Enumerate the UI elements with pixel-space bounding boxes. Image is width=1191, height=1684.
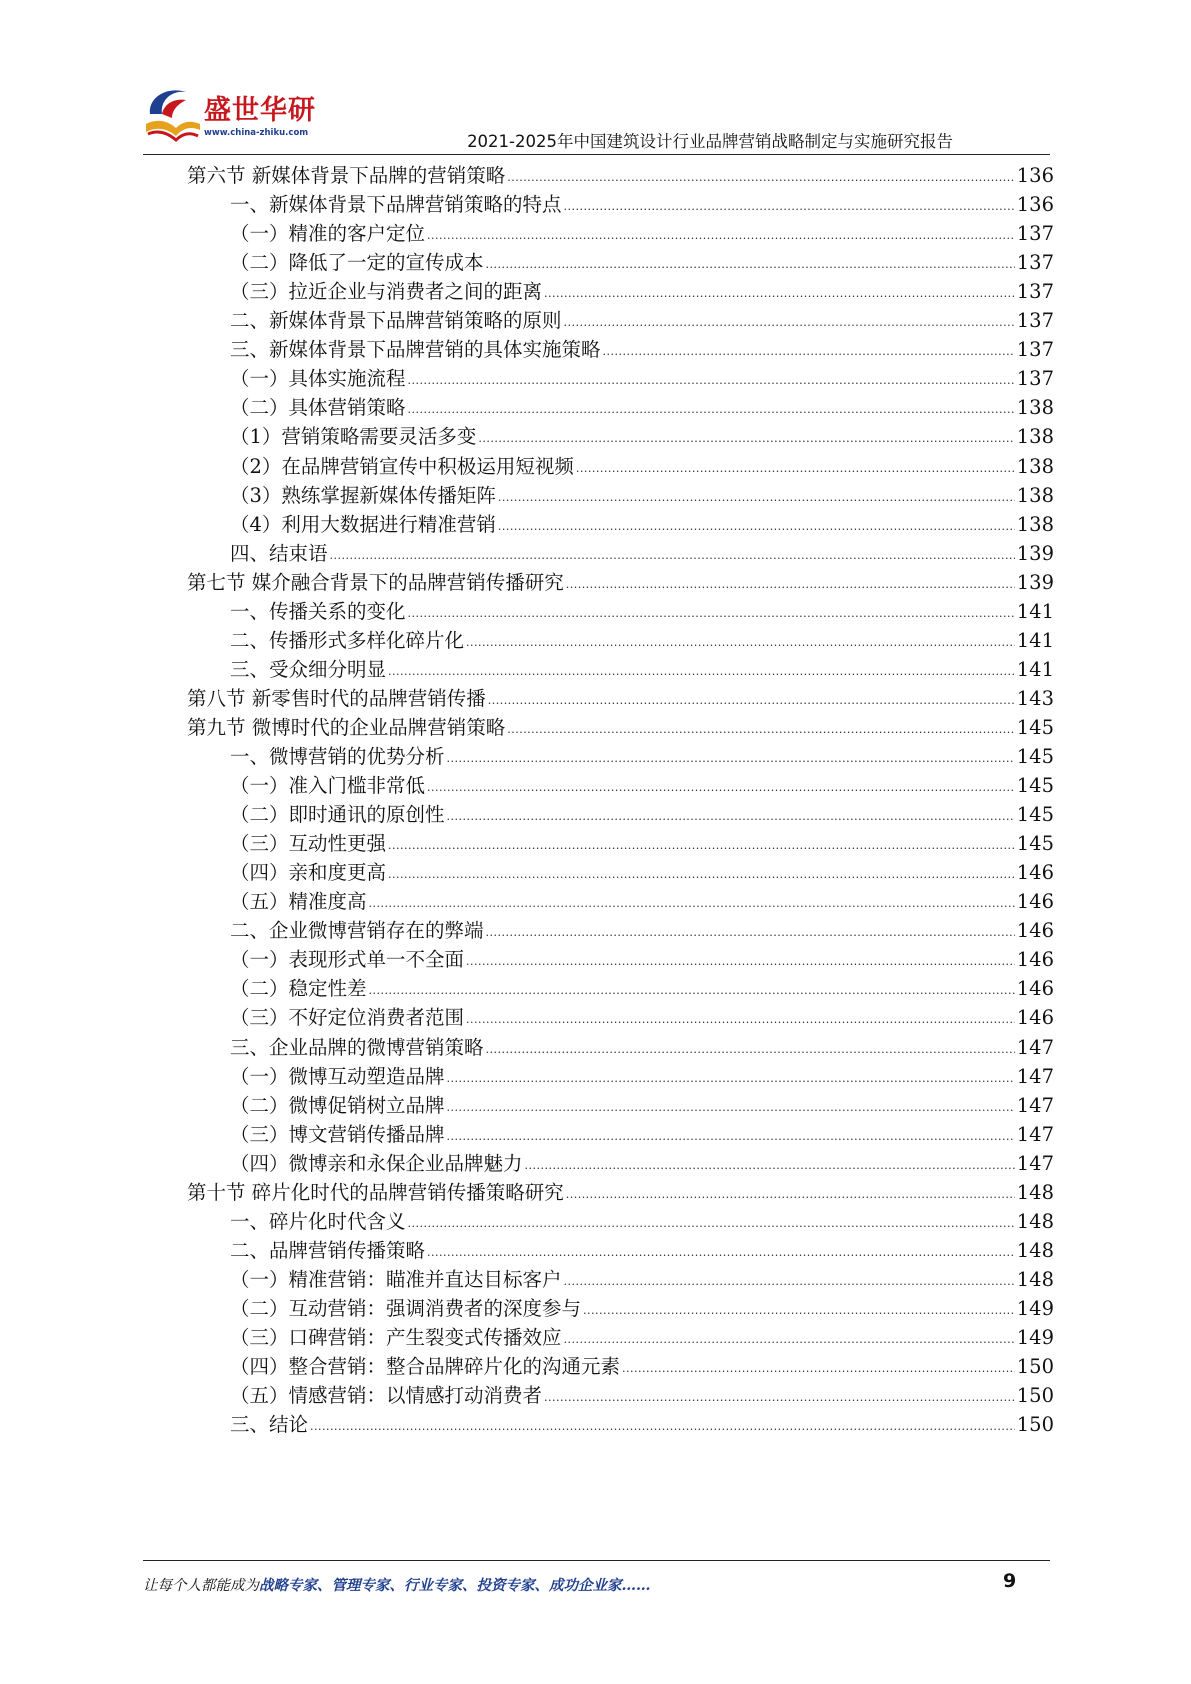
toc-entry-page: 137 (1016, 251, 1054, 275)
toc-entry-page: 147 (1016, 1122, 1054, 1146)
toc-entry-page: 146 (1016, 861, 1054, 885)
toc-entry-title: 二、企业微博营销存在的弊端 (230, 919, 484, 943)
toc-entry[interactable] (230, 1352, 1054, 1382)
toc-leader-dots (427, 773, 1015, 803)
toc-entry-page: 138 (1016, 512, 1054, 536)
toc-entry-title: （一）具体实施流程 (230, 367, 406, 391)
toc-entry[interactable] (230, 277, 1054, 307)
toc-entry-title: 一、碎片化时代含义 (230, 1209, 406, 1233)
toc-entry-title: （1）营销策略需要灵活多变 (230, 425, 477, 449)
toc-entry-title: 一、新媒体背景下品牌营销策略的特点 (230, 193, 562, 217)
toc-entry[interactable] (230, 190, 1054, 220)
toc-entry[interactable] (230, 481, 1054, 511)
toc-entry-page: 150 (1016, 1384, 1054, 1408)
toc-entry-page: 148 (1016, 1238, 1054, 1262)
toc-entry-title: （三）互动性更强 (230, 832, 387, 856)
toc-leader-dots (507, 163, 1015, 193)
toc-entry-title: （二）互动营销：强调消费者的深度参与 (230, 1296, 582, 1320)
toc-entry[interactable] (230, 364, 1054, 394)
toc-leader-dots (310, 1412, 1015, 1442)
toc-entry-title: 三、受众细分明显 (230, 657, 387, 681)
toc-entry-page: 147 (1016, 1035, 1054, 1059)
toc-leader-dots (408, 395, 1015, 425)
toc-leader-dots (576, 454, 1015, 484)
toc-entry-page: 148 (1016, 1180, 1054, 1204)
toc-entry-title: （4）利用大数据进行精准营销 (230, 512, 496, 536)
toc-entry[interactable] (230, 422, 1054, 452)
toc-entry-title: （一）准入门槛非常低 (230, 774, 426, 798)
toc-entry-title: 一、传播关系的变化 (230, 599, 406, 623)
toc-entry-page: 145 (1016, 745, 1054, 768)
toc-entry-title: （四）亲和度更高 (230, 861, 387, 885)
toc-entry[interactable] (230, 945, 1054, 975)
toc-leader-dots (330, 541, 1015, 571)
toc-entry-title: 二、品牌营销传播策略 (230, 1238, 426, 1262)
toc-entry-title: 一、微博营销的优势分析 (230, 745, 445, 768)
toc-entry-page: 138 (1016, 396, 1054, 420)
toc-entry-page: 137 (1016, 280, 1054, 304)
toc-entry-title: 第十节 碎片化时代的品牌营销传播策略研究 (187, 1180, 564, 1204)
toc-leader-dots (447, 744, 1015, 774)
toc-entry[interactable] (187, 684, 1054, 714)
toc-entry-page: 149 (1016, 1296, 1054, 1320)
toc-entry-page: 141 (1016, 628, 1054, 652)
toc-entry-page: 137 (1016, 338, 1054, 362)
toc-leader-dots (498, 512, 1015, 542)
toc-entry-page: 138 (1016, 483, 1054, 507)
toc-leader-dots (564, 192, 1015, 222)
toc-entry[interactable] (230, 858, 1054, 888)
toc-entry-title: （二）微博促销树立品牌 (230, 1093, 445, 1117)
toc-entry-title: 第八节 新零售时代的品牌营销传播 (187, 686, 486, 710)
toc-entry-title: 四、结束语 (230, 541, 328, 565)
toc-entry[interactable] (230, 655, 1054, 685)
page-number: 9 (1003, 1570, 1017, 1592)
toc-entry-title: （三）不好定位消费者范围 (230, 1006, 465, 1030)
toc-entry[interactable] (187, 713, 1054, 743)
footer-divider (143, 1560, 1050, 1561)
toc-leader-dots (447, 1064, 1015, 1094)
toc-entry-page: 137 (1016, 222, 1054, 246)
toc-entry[interactable] (230, 1003, 1054, 1033)
toc-entry-title: （一）精准营销：瞄准并直达目标客户 (230, 1267, 562, 1291)
toc-entry-page: 145 (1016, 715, 1054, 739)
toc-leader-dots (486, 918, 1015, 948)
toc-leader-dots (447, 1122, 1015, 1152)
toc-leader-dots (498, 483, 1015, 513)
toc-leader-dots (525, 1151, 1015, 1181)
toc-entry[interactable] (230, 829, 1054, 859)
report-title: 2021-2025年中国建筑设计行业品牌营销战略制定与实施研究报告 (467, 132, 953, 151)
toc-entry-page: 146 (1016, 948, 1054, 972)
toc-entry[interactable] (230, 306, 1054, 336)
toc-entry-title: （三）拉近企业与消费者之间的距离 (230, 280, 543, 304)
toc-entry-page: 146 (1016, 890, 1054, 914)
toc-entry-page: 146 (1016, 1006, 1054, 1030)
toc-entry-page: 138 (1016, 425, 1054, 449)
toc-entry-page: 148 (1016, 1267, 1054, 1291)
toc-entry[interactable] (230, 1410, 1054, 1440)
toc-entry-page: 147 (1016, 1064, 1054, 1088)
toc-entry[interactable] (230, 1207, 1054, 1237)
toc-entry-page: 147 (1016, 1151, 1054, 1175)
toc-entry[interactable] (230, 742, 1054, 772)
toc-entry[interactable] (230, 452, 1054, 482)
toc-leader-dots (564, 308, 1015, 338)
toc-leader-dots (369, 889, 1015, 919)
toc-leader-dots (408, 1209, 1015, 1239)
toc-leader-dots (466, 628, 1015, 658)
toc-entry[interactable] (230, 916, 1054, 946)
toc-entry-page: 141 (1016, 657, 1054, 681)
toc-entry[interactable] (230, 248, 1054, 278)
toc-entry[interactable] (230, 1149, 1054, 1179)
toc-entry[interactable] (230, 335, 1054, 365)
toc-entry[interactable] (230, 626, 1054, 656)
toc-entry-page: 141 (1016, 599, 1054, 623)
toc-entry[interactable] (187, 568, 1054, 598)
toc-entry[interactable] (230, 510, 1054, 540)
toc-entry[interactable] (230, 1323, 1054, 1353)
toc-entry-page: 148 (1016, 1209, 1054, 1233)
toc-entry-page: 150 (1016, 1355, 1054, 1379)
logo-url: www.china-zhiku.com (204, 128, 309, 138)
toc-entry-title: （三）博文营销传播品牌 (230, 1122, 445, 1146)
toc-entry-title: 第六节 新媒体背景下品牌的营销策略 (187, 164, 506, 187)
toc-entry[interactable] (187, 1178, 1054, 1208)
toc-leader-dots (478, 424, 1014, 454)
toc-leader-dots (447, 1093, 1015, 1123)
toc-leader-dots (427, 221, 1015, 251)
toc-entry-title: （3）熟练掌握新媒体传播矩阵 (230, 483, 496, 507)
toc-entry-title: （2）在品牌营销宣传中积极运用短视频 (230, 454, 574, 478)
toc-entry[interactable] (230, 597, 1054, 627)
toc-leader-dots (388, 831, 1015, 861)
company-logo (142, 84, 316, 148)
toc-entry[interactable] (230, 393, 1054, 423)
toc-entry-title: （一）微博互动塑造品牌 (230, 1064, 445, 1088)
toc-entry-title: （二）具体营销策略 (230, 396, 406, 420)
toc-entry-page: 147 (1016, 1093, 1054, 1117)
toc-leader-dots (466, 947, 1015, 977)
toc-leader-dots (564, 1325, 1015, 1355)
toc-entry-page: 146 (1016, 919, 1054, 943)
toc-leader-dots (408, 599, 1015, 629)
toc-entry-page: 137 (1016, 367, 1054, 391)
toc-leader-dots (507, 715, 1015, 745)
toc-entry-page: 149 (1016, 1326, 1054, 1349)
toc-leader-dots (488, 686, 1015, 716)
toc-leader-dots (544, 1383, 1015, 1413)
toc-entry-page: 150 (1016, 1413, 1054, 1437)
toc-entry[interactable] (230, 771, 1054, 801)
toc-entry-title: （三）口碑营销：产生裂变式传播效应 (230, 1326, 562, 1349)
toc-entry-page: 146 (1016, 977, 1054, 1001)
toc-entry[interactable] (230, 539, 1054, 569)
toc-entry-title: （二）即时通讯的原创性 (230, 803, 445, 827)
toc-entry[interactable] (230, 1265, 1054, 1295)
toc-leader-dots (544, 279, 1015, 309)
toc-entry-title: 第九节 微博时代的企业品牌营销策略 (187, 715, 506, 739)
toc-leader-dots (388, 860, 1015, 890)
toc-entry-title: 三、新媒体背景下品牌营销的具体实施策略 (230, 338, 601, 362)
toc-leader-dots (427, 1238, 1015, 1268)
toc-entry-page: 139 (1016, 570, 1054, 594)
toc-entry-title: （一）表现形式单一不全面 (230, 948, 465, 972)
toc-leader-dots (486, 1035, 1015, 1065)
toc-entry-title: （五）精准度高 (230, 890, 367, 914)
toc-entry[interactable] (230, 1091, 1054, 1121)
toc-entry-page: 138 (1016, 454, 1054, 478)
toc-entry-page: 139 (1016, 541, 1054, 565)
toc-entry[interactable] (230, 1236, 1054, 1266)
toc-entry-page: 136 (1016, 164, 1054, 187)
toc-leader-dots (603, 337, 1015, 367)
toc-entry-page: 137 (1016, 309, 1054, 333)
toc-entry-title: （二）稳定性差 (230, 977, 367, 1001)
toc-leader-dots (564, 1267, 1015, 1297)
toc-leader-dots (486, 250, 1015, 280)
toc-leader-dots (583, 1296, 1015, 1326)
toc-entry-title: （四）整合营销：整合品牌碎片化的沟通元素 (230, 1355, 621, 1379)
logo-name: 盛世华研 (204, 95, 316, 126)
toc-entry-page: 145 (1016, 803, 1054, 827)
toc-leader-dots (447, 802, 1015, 832)
toc-entry[interactable] (230, 974, 1054, 1004)
toc-entry[interactable] (230, 1062, 1054, 1092)
toc-entry-page: 145 (1016, 774, 1054, 798)
page-header (0, 0, 1191, 160)
toc-entry[interactable] (187, 161, 1054, 191)
toc-entry[interactable] (230, 219, 1054, 249)
toc-entry-page: 143 (1016, 686, 1054, 710)
toc-leader-dots (622, 1354, 1015, 1384)
toc-entry-title: 二、新媒体背景下品牌营销策略的原则 (230, 309, 562, 333)
toc-entry-title: 三、企业品牌的微博营销策略 (230, 1035, 484, 1059)
toc-leader-dots (466, 1005, 1015, 1035)
toc-entry-title: （五）情感营销：以情感打动消费者 (230, 1384, 543, 1408)
toc-leader-dots (369, 976, 1015, 1006)
toc-entry[interactable] (230, 1381, 1054, 1411)
toc-leader-dots (388, 657, 1015, 687)
toc-entry-title: 二、传播形式多样化碎片化 (230, 628, 465, 652)
toc-entry-title: （四）微博亲和永保企业品牌魅力 (230, 1151, 523, 1175)
toc-entry-page: 136 (1016, 193, 1054, 217)
toc-leader-dots (408, 366, 1015, 396)
toc-entry[interactable] (230, 1120, 1054, 1150)
toc-entry[interactable] (230, 800, 1054, 830)
header-divider (143, 154, 1050, 155)
toc-entry[interactable] (230, 1294, 1054, 1324)
toc-leader-dots (566, 570, 1015, 600)
toc-entry-title: （二）降低了一定的宣传成本 (230, 251, 484, 275)
logo-mark-icon (142, 84, 204, 146)
slogan-prefix: 让每个人都能成为 (143, 1578, 259, 1594)
slogan-highlight: 战略专家、管理专家、行业专家、投资专家、成功企业家…… (259, 1577, 651, 1594)
toc-entry[interactable] (230, 887, 1054, 917)
toc-entry-title: 第七节 媒介融合背景下的品牌营销传播研究 (187, 570, 564, 594)
toc-entry-page: 145 (1016, 832, 1054, 856)
toc-entry[interactable] (230, 1033, 1054, 1063)
footer-slogan (143, 1574, 651, 1595)
toc-leader-dots (566, 1180, 1015, 1210)
toc-entry-title: 三、结论 (230, 1413, 309, 1437)
toc-entry-title: （一）精准的客户定位 (230, 222, 426, 246)
